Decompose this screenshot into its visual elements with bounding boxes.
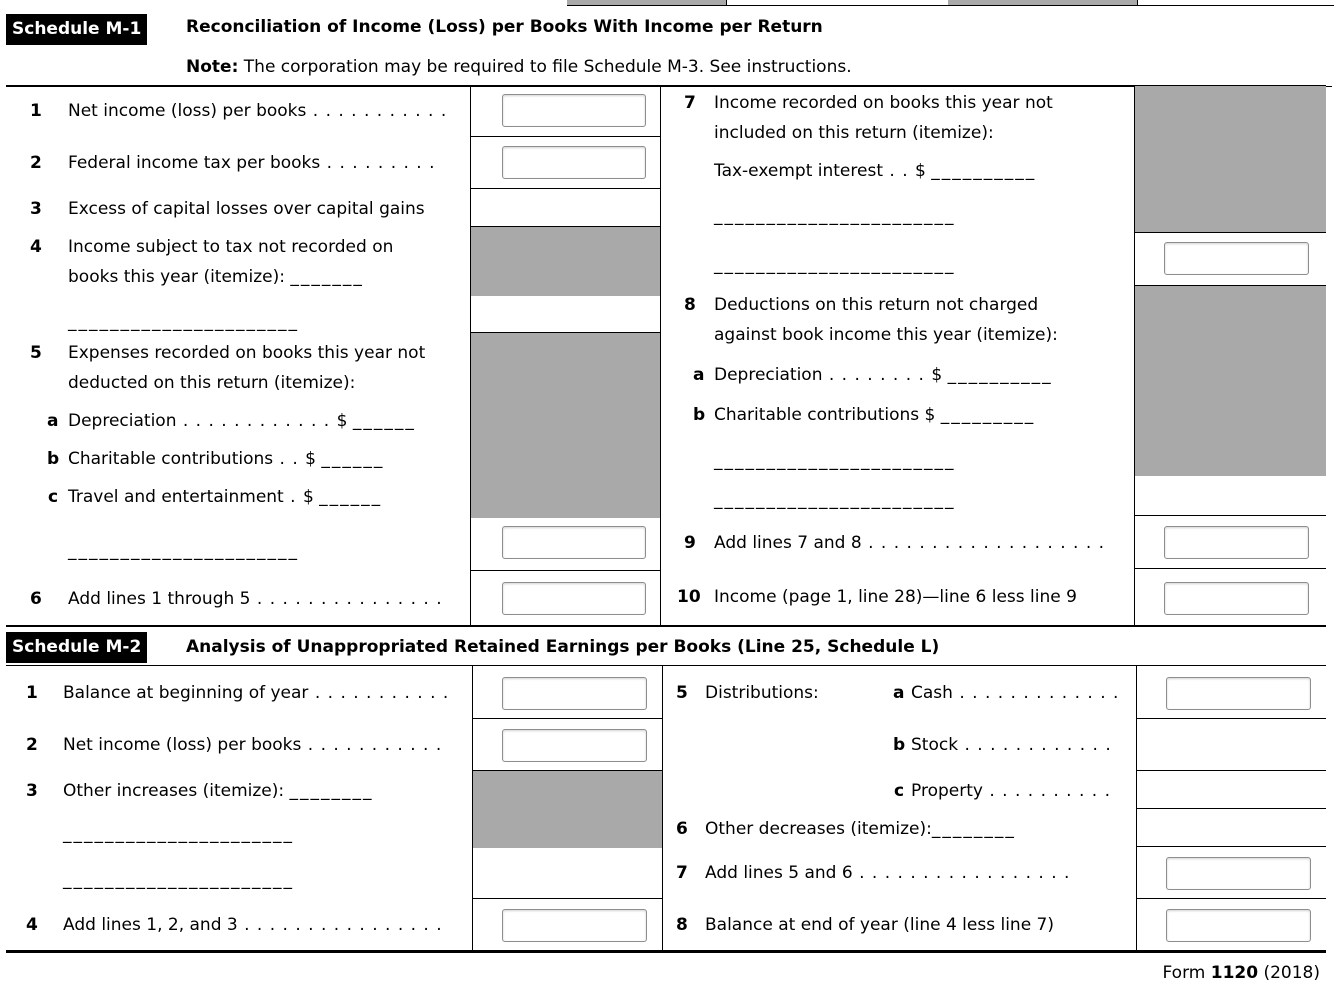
m1-line5b-letter: b <box>47 449 60 469</box>
m2-line3-itemize-blank-2[interactable]: ______________________ <box>63 870 294 890</box>
top-shade-left <box>567 0 726 5</box>
m1-line10-number: 10 <box>677 587 701 607</box>
m1-line1-number: 1 <box>30 101 42 121</box>
m2-line8-input[interactable] <box>1166 909 1311 942</box>
m2-rule-l3 <box>472 898 662 899</box>
schedule-m1-title: Reconciliation of Income (Loss) per Books With Income per Return <box>186 17 823 37</box>
m1-line9-input[interactable] <box>1164 526 1309 559</box>
m1-shade-line5 <box>471 333 660 518</box>
m2-line2-number: 2 <box>26 735 38 755</box>
m2-line5-number: 5 <box>676 683 688 703</box>
m1-line4-number: 4 <box>30 237 42 257</box>
m2-shade-line3 <box>473 771 662 848</box>
schedule-m2-title: Analysis of Unappropriated Retained Earnings per Books (Line 25, Schedule L) <box>186 637 940 657</box>
m2-line5a-label: Cash . . . . . . . . . . . . . <box>911 683 1120 703</box>
m1-line8-itemize-blank-2[interactable]: _______________________ <box>714 490 956 510</box>
top-rule <box>567 5 1334 6</box>
top-divider-2 <box>1137 0 1138 6</box>
m1-line8-label-2: against book income this year (itemize): <box>714 325 1058 345</box>
m1-line8-number: 8 <box>684 295 696 315</box>
m1-line8-label: Deductions on this return not charged <box>714 295 1039 315</box>
m1-line7-input[interactable] <box>1164 242 1309 275</box>
m2-line8-number: 8 <box>676 915 688 935</box>
m2-rule-l1 <box>472 718 662 719</box>
m2-line7-input[interactable] <box>1166 857 1311 890</box>
m1-rule-l1 <box>470 136 660 137</box>
m1-line8a-letter: a <box>693 365 705 385</box>
m2-rule-r5a <box>1136 718 1326 719</box>
m1-shade-line4 <box>471 227 660 296</box>
m1-shade-line7 <box>1135 86 1326 232</box>
m2-rule-r5b <box>1136 770 1326 771</box>
m2-rule-r5c <box>1136 808 1326 809</box>
m1-line3-label: Excess of capital losses over capital gains <box>68 199 425 219</box>
m1-rule-r8 <box>1134 515 1326 516</box>
m1-line6-input[interactable] <box>502 582 646 615</box>
top-shade-right <box>948 0 1137 5</box>
m1-line2-label: Federal income tax per books . . . . . . . . . <box>68 153 436 173</box>
m1-line8b-letter: b <box>693 405 706 425</box>
m1-line9-number: 9 <box>684 533 696 553</box>
m1-line4-label: Income subject to tax not recorded on <box>68 237 394 257</box>
m1-line5c-label: Travel and entertainment . $ ______ <box>68 487 383 507</box>
m2-line2-input[interactable] <box>502 729 647 762</box>
m1-line7-label: Income recorded on books this year not <box>714 93 1053 113</box>
schedule-m1-note: Note: The corporation may be required to file Schedule M-3. See instructions. <box>186 57 852 77</box>
m2-rule-r7 <box>1136 898 1326 899</box>
m1-line5c-letter: c <box>48 487 59 507</box>
m2-rule-r6 <box>1136 846 1326 847</box>
m2-line1-number: 1 <box>26 683 38 703</box>
m1-line7-itemize-blank-2[interactable]: _______________________ <box>714 255 956 275</box>
m1-line4-label-2: books this year (itemize): _______ <box>68 267 364 287</box>
m1-line8-itemize-blank-1[interactable]: _______________________ <box>714 451 956 471</box>
m2-line3-label: Other increases (itemize): ________ <box>63 781 374 801</box>
m1-shade-line8 <box>1135 286 1326 476</box>
m1-top-rule <box>6 85 1326 87</box>
m1-line5-itemize-blank[interactable]: ______________________ <box>68 541 299 561</box>
schedule-m2-label: Schedule M-2 <box>6 632 147 663</box>
m1-line5-input[interactable] <box>502 526 646 559</box>
m1-line8b-label: Charitable contributions $ _________ <box>714 405 1036 425</box>
m1-line5a-label: Depreciation . . . . . . . . . . . . $ ______ <box>68 411 416 431</box>
m1-line8a-label: Depreciation . . . . . . . . $ __________ <box>714 365 1053 385</box>
m2-line5c-label: Property . . . . . . . . . . <box>911 781 1112 801</box>
m1-rule-edge <box>1326 86 1332 87</box>
m2-line2-label: Net income (loss) per books . . . . . . . . . . . <box>63 735 443 755</box>
m2-line5a-input[interactable] <box>1166 677 1311 710</box>
m2-line3-itemize-blank-1[interactable]: ______________________ <box>63 824 294 844</box>
m2-line7-number: 7 <box>676 863 688 883</box>
form-bottom-rule <box>6 950 1326 953</box>
m1-line7-label-2: included on this return (itemize): <box>714 123 994 143</box>
m2-line5b-letter: b <box>893 735 906 755</box>
m1-line5-label-2: deducted on this return (itemize): <box>68 373 356 393</box>
m1-line6-label: Add lines 1 through 5 . . . . . . . . . . . . . . . <box>68 589 443 609</box>
m2-line1-input[interactable] <box>502 677 647 710</box>
m1-line6-number: 6 <box>30 589 42 609</box>
m2-line5-label: Distributions: <box>705 683 819 703</box>
m2-line8-label: Balance at end of year (line 4 less line 7) <box>705 915 1055 935</box>
m2-line4-label: Add lines 1, 2, and 3 . . . . . . . . . . . . . . . . <box>63 915 443 935</box>
m1-line10-label: Income (page 1, line 28)—line 6 less line 9 <box>714 587 1077 607</box>
m2-line7-label: Add lines 5 and 6 . . . . . . . . . . . . . . . . . <box>705 863 1071 883</box>
top-divider-1 <box>726 0 727 6</box>
m1-line5b-label: Charitable contributions . . $ ______ <box>68 449 385 469</box>
m1-rule-l2 <box>470 188 660 189</box>
m1-line3-number: 3 <box>30 199 42 219</box>
m1-line4-itemize-blank[interactable]: ______________________ <box>68 312 299 332</box>
m2-line4-input[interactable] <box>502 909 647 942</box>
m1-line1-input[interactable] <box>502 94 646 127</box>
m2-line1-label: Balance at beginning of year . . . . . . . . . . . <box>63 683 450 703</box>
m2-line5a-letter: a <box>893 683 905 703</box>
schedule-m1-label: Schedule M-1 <box>6 14 147 45</box>
m2-top-rule <box>6 625 1326 627</box>
m2-line6-number: 6 <box>676 819 688 839</box>
m1-line1-label: Net income (loss) per books . . . . . . . . . . . <box>68 101 448 121</box>
m1-line2-input[interactable] <box>502 146 646 179</box>
m2-line4-number: 4 <box>26 915 38 935</box>
m1-line9-label: Add lines 7 and 8 . . . . . . . . . . . . . . . . . . . <box>714 533 1106 553</box>
m1-line5a-letter: a <box>47 411 59 431</box>
m1-line5-label: Expenses recorded on books this year not <box>68 343 426 363</box>
m1-line5-number: 5 <box>30 343 42 363</box>
m1-line7-tax-exempt: Tax-exempt interest . . $ __________ <box>714 161 1037 181</box>
m2-line3-number: 3 <box>26 781 38 801</box>
m2-line5b-label: Stock . . . . . . . . . . . . <box>911 735 1112 755</box>
m1-rule-r7a <box>1134 232 1326 233</box>
m1-line7-number: 7 <box>684 93 696 113</box>
form-footer: Form 1120 (2018) <box>1162 963 1320 983</box>
m2-line5c-letter: c <box>894 781 905 801</box>
m2-line6-label: Other decreases (itemize):________ <box>705 819 1016 839</box>
m1-line2-number: 2 <box>30 153 42 173</box>
m1-rule-l5 <box>470 570 660 571</box>
m1-line7-itemize-blank-1[interactable]: _______________________ <box>714 206 956 226</box>
m2-mid-divider <box>662 665 663 950</box>
m1-rule-r9 <box>1134 568 1326 569</box>
m1-mid-divider <box>660 86 661 625</box>
m1-line10-input[interactable] <box>1164 582 1309 615</box>
m2-header-rule <box>6 665 1326 666</box>
